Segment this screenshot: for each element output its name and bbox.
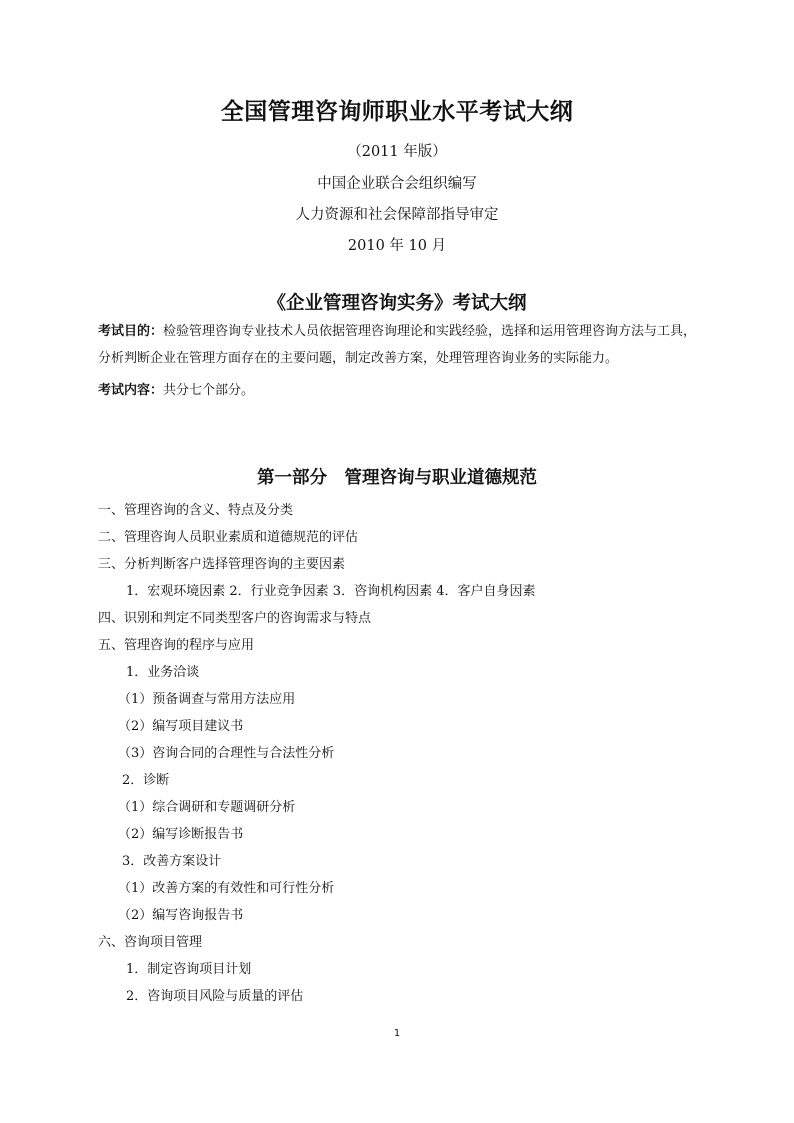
edition-line: （2011 年版）	[347, 144, 447, 160]
purpose-label: 考试目的：	[98, 324, 164, 339]
outline-line: 五、管理咨询的程序与应用	[98, 638, 255, 653]
purpose-text: 检验管理咨询专业技术人员依据管理咨询理论和实践经验，选择和运用管理咨询方法与工具，分析判断企业在管理方面存在的主要问题，制定改善方案，处理管理咨询业务的实际能力。	[98, 324, 697, 366]
date-line: 2010 年 10 月	[347, 238, 447, 254]
outline-line: （2）编写咨询报告书	[118, 908, 244, 923]
purpose-paragraph	[98, 318, 708, 372]
outline-line: 1．制定咨询项目计划	[126, 962, 252, 977]
outline-line: 六、咨询项目管理	[98, 935, 203, 950]
outline-line: （1）改善方案的有效性和可行性分析	[118, 881, 335, 896]
syllabus-title: 《企业管理咨询实务》考试大纲	[267, 293, 527, 314]
outline-line: 3．改善方案设计	[122, 854, 222, 869]
part1-title: 第一部分 管理咨询与职业道德规范	[257, 468, 537, 488]
page-number: 1	[393, 1028, 401, 1039]
compiler-line: 中国企业联合会组织编写	[317, 176, 477, 192]
outline-line: 三、分析判断客户选择管理咨询的主要因素	[98, 557, 346, 572]
content-paragraph	[98, 377, 708, 404]
outline-line: 2．咨询项目风险与质量的评估	[126, 989, 304, 1004]
outline-line: 二、管理咨询人员职业素质和道德规范的评估	[98, 530, 359, 545]
reviewer-line: 人力资源和社会保障部指导审定	[295, 207, 499, 223]
outline-line: 2．诊断	[122, 773, 170, 788]
document-title: 全国管理咨询师职业水平考试大纲	[220, 99, 574, 125]
outline-line: （1）综合调研和专题调研分析	[118, 800, 296, 815]
content-text: 共分七个部分。	[163, 383, 255, 398]
outline-line: 四、识别和判定不同类型客户的咨询需求与特点	[98, 611, 372, 626]
outline-line: （2）编写诊断报告书	[118, 827, 244, 842]
outline-line: （3）咨询合同的合理性与合法性分析	[118, 746, 335, 761]
outline-line: 一、管理咨询的含义、特点及分类	[98, 503, 294, 518]
outline-line: 1．业务洽谈	[126, 665, 200, 680]
content-label: 考试内容：	[98, 383, 164, 398]
outline-line: （2）编写项目建议书	[118, 719, 244, 734]
outline-line: （1）预备调查与常用方法应用	[118, 692, 296, 707]
outline-line: 1．宏观环境因素 2．行业竞争因素 3．咨询机构因素 4．客户自身因素	[126, 584, 536, 599]
